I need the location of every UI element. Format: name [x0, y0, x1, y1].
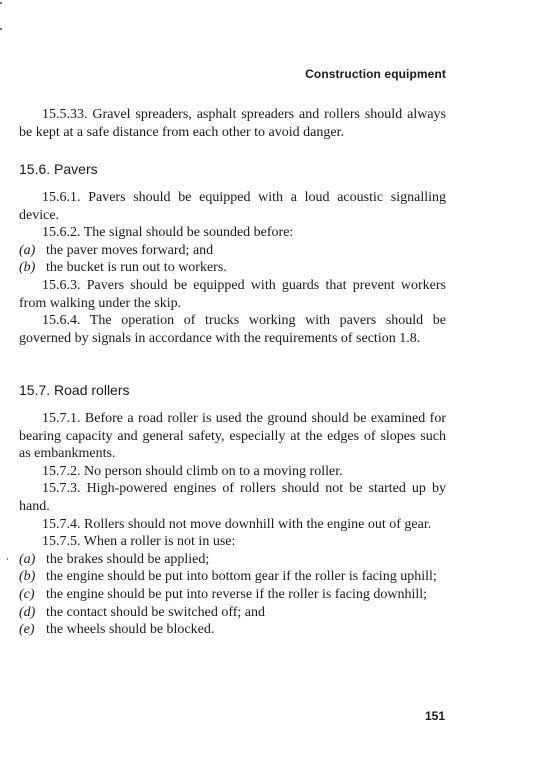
scan-speck: [0, 2, 2, 4]
list-item-label: (a): [19, 242, 36, 258]
scan-speck: [7, 558, 8, 560]
paragraph-15-5-33: 15.5.33. Gravel spreaders, asphalt spreaders and rollers should always be kept at a safe distance from each other to avoid danger.: [19, 107, 446, 140]
list-item-text: the engine should be put into reverse if the roller is facing downhill;: [46, 586, 428, 602]
list-item: [19, 604, 446, 622]
list-item: [19, 568, 446, 586]
paragraph-15-6-4: 15.6.4. The operation of trucks working with pavers should be governed by signals in accordance with the requirements of section 1.8.: [19, 313, 446, 346]
list-item-label: (b): [19, 569, 36, 585]
list-item: [19, 621, 446, 639]
section-body-road-rollers: [19, 410, 446, 639]
running-head: Construction equipment: [305, 67, 446, 81]
list-item-text: the bucket is run out to workers.: [46, 260, 227, 276]
list-item: [19, 242, 446, 260]
paragraph-block: [19, 106, 446, 141]
paragraph-15-7-4: 15.7.4. Rollers should not move downhill with the engine out of gear.: [42, 516, 432, 532]
list-item-text: the engine should be put into bottom gear if the roller is facing uphill;: [46, 569, 437, 585]
list-item-label: (e): [19, 622, 35, 638]
paragraph-15-7-1: 15.7.1. Before a road roller is used the ground should be examined for bearing capacity and general safety, especially at the edges of slopes such as embankments.: [19, 411, 446, 462]
list-item-label: (d): [19, 604, 36, 620]
section-heading-road-rollers: 15.7. Road rollers: [19, 382, 130, 398]
list-item-label: (b): [19, 260, 36, 276]
paragraph-15-6-2: 15.6.2. The signal should be sounded before:: [42, 225, 294, 241]
paragraph-15-6-1: 15.6.1. Pavers should be equipped with a loud acoustic signalling device.: [19, 190, 446, 223]
paragraph-15-7-5: 15.7.5. When a roller is not in use:: [42, 534, 236, 550]
paragraph-15-7-2: 15.7.2. No person should climb on to a moving roller.: [42, 463, 343, 479]
list-item-label: (a): [19, 551, 36, 567]
paragraph-15-6-3: 15.6.3. Pavers should be equipped with guards that prevent workers from walking under the skip.: [19, 277, 446, 311]
list-item: [19, 259, 446, 277]
paragraph-15-7-3: 15.7.3. High-powered engines of rollers should not be started up by hand.: [19, 481, 446, 514]
list-item-label: (c): [19, 586, 35, 602]
list-item: [19, 586, 446, 604]
list-item-text: the brakes should be applied;: [46, 551, 210, 567]
page-number: 151: [424, 709, 445, 723]
list-item: [19, 551, 446, 569]
section-heading-pavers: 15.6. Pavers: [19, 161, 98, 177]
list-item-text: the paver moves forward; and: [46, 242, 214, 258]
section-body-pavers: [19, 189, 446, 347]
list-item-text: the contact should be switched off; and: [46, 604, 266, 620]
scan-speck: [0, 28, 2, 30]
list-item-text: the wheels should be blocked.: [46, 622, 215, 638]
